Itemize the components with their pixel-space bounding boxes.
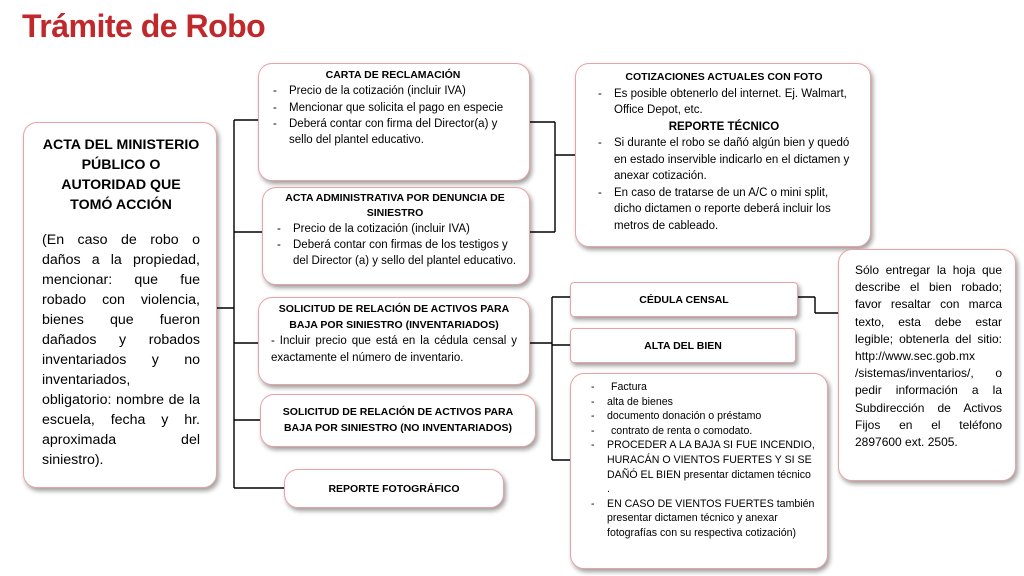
list-item: - Deberá contar con firmas de los testigos y del Director (a) y sello del plantel educativo. <box>271 237 519 269</box>
list-item: - En caso de tratarse de un A/C o mini split, dicho dictamen o reporte deberá incluir los metros de cableado. <box>592 185 856 235</box>
cedula-censal-heading: CÉDULA CENSAL <box>639 294 729 306</box>
acta-ministerio-heading: ACTA DEL MINISTERIO PÚBLICO O AUTORIDAD QUE TOMÓ ACCIÓN <box>42 137 200 213</box>
list-item: - Deberá contar con firma del Director(a) y sello del plantel educativo. <box>267 116 519 149</box>
page-title: Trámite de Robo <box>22 8 266 44</box>
acta-administrativa-heading: ACTA ADMINISTRATIVA POR DENUNCIA DE SINIESTRO <box>285 192 505 219</box>
reporte-tecnico-heading: REPORTE TÉCNICO <box>668 120 780 133</box>
carta-reclamacion-heading: CARTA DE RECLAMACIÓN <box>325 69 461 81</box>
list-item: - EN CASO DE VIENTOS FUERTES también presentar dictamen técnico y anexar fotografías con su respectiva cotización) <box>585 497 815 541</box>
carta-reclamacion-box <box>258 63 530 181</box>
solicitud-no-inventariados-heading: SOLICITUD DE RELACIÓN DE ACTIVOS PARA BAJA POR SINIESTRO (NO INVENTARIADOS) <box>282 406 514 434</box>
acta-administrativa-box <box>262 187 530 285</box>
acta-ministerio-box <box>23 122 217 488</box>
list-item: - alta de bienes <box>585 395 815 410</box>
list-item: - Mencionar que solicita el pago en especie <box>267 100 519 116</box>
reporte-tecnico-list <box>592 135 856 234</box>
solicitud-inventariados-box <box>258 297 530 385</box>
list-item: - documento donación o préstamo <box>585 409 815 424</box>
alta-bien-box <box>570 328 796 363</box>
acta-ministerio-body: (En caso de robo o daños a la propiedad, mencionar: que fue robado con violencia, bienes que fueron dañados y robados inventariados y no inventariados, obligatorio: nombre de la escuela, fecha y hr. aproximada del siniestro). <box>42 232 200 468</box>
solicitud-inventariados-body: - Incluir precio que está en la cédula censal y exactamente el número de inventario. <box>271 335 517 364</box>
list-item: - contrato de renta o comodato. <box>585 424 815 439</box>
solicitud-no-inventariados-box <box>260 394 536 447</box>
list-item: - Precio de la cotización (incluir IVA) <box>267 83 519 99</box>
alta-bien-heading: ALTA DEL BIEN <box>644 340 722 352</box>
list-item: - Es posible obtenerlo del internet. Ej. Walmart, Office Depot, etc. <box>592 86 856 119</box>
cotizaciones-list <box>592 86 856 119</box>
list-item: - Si durante el robo se dañó algún bien y quedó en estado inservible indicarlo en el dictamen y anexar cotización. <box>592 135 856 185</box>
list-item: - Factura <box>585 380 815 395</box>
carta-reclamacion-list <box>267 83 519 148</box>
cotizaciones-box <box>575 63 871 247</box>
list-item: - PROCEDER A LA BAJA SI FUE INCENDIO, HURACÁN O VIENTOS FUERTES Y SI SE DAÑÓ EL BIEN presentar dictamen técnico . <box>585 438 815 496</box>
acta-administrativa-list <box>271 221 519 269</box>
documentos-box <box>570 373 828 569</box>
reporte-fotografico-heading: REPORTE FOTOGRÁFICO <box>328 483 460 495</box>
cotizaciones-heading: COTIZACIONES ACTUALES CON FOTO <box>625 71 823 83</box>
nota-box <box>838 249 1016 481</box>
documentos-list <box>585 380 815 541</box>
nota-body: Sólo entregar la hoja que describe el bien robado; favor resaltar con marca texto, esta debe estar legible; obtenerla del sitio: http://www.sec.gob.mx /sistemas/inventarios/, o pedir información a la Subdirección de Activos Fijos en el teléfono 2897600 ext. 2505. <box>855 263 1002 450</box>
cedula-censal-box <box>570 282 798 317</box>
reporte-fotografico-box <box>284 469 504 508</box>
list-item: - Precio de la cotización (incluir IVA) <box>271 221 519 237</box>
solicitud-inventariados-heading: SOLICITUD DE RELACIÓN DE ACTIVOS PARA BAJA POR SINIESTRO (INVENTARIADOS) <box>278 303 510 331</box>
